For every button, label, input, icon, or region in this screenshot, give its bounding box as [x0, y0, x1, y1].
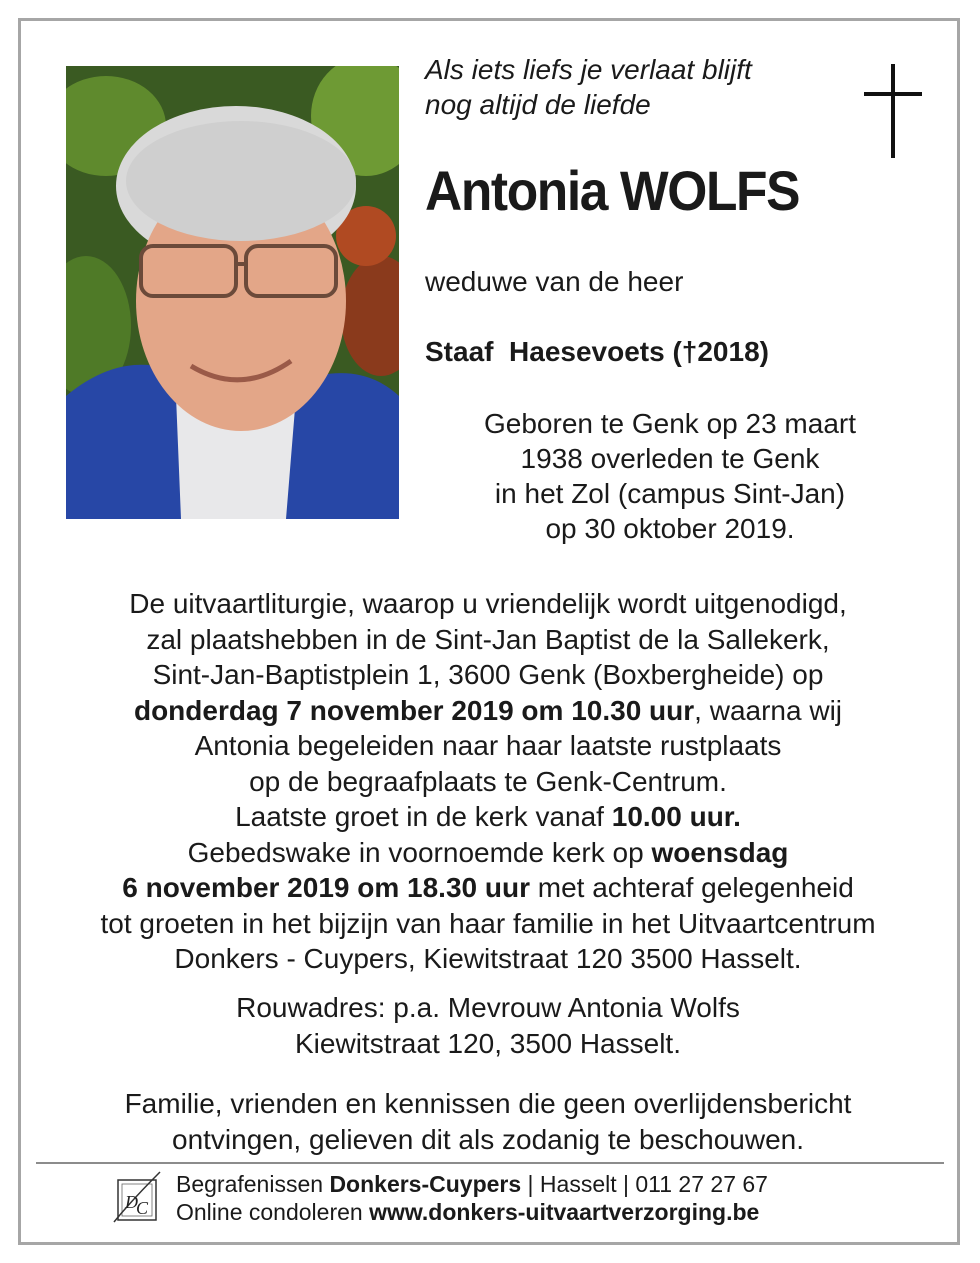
service-line-9-rest: met achteraf gelegenheid	[529, 872, 854, 903]
service-line-5: Antonia begeleiden naar haar laatste rustplaats	[194, 730, 782, 761]
mourning-address	[30, 990, 946, 1061]
birth-line-3: in het Zol (campus Sint-Jan)	[494, 478, 846, 509]
service-line-1: De uitvaartliturgie, waarop u vriendelijk wordt uitgenodigd,	[129, 588, 847, 619]
footer-divider	[36, 1162, 944, 1164]
service-line-3: Sint-Jan-Baptistplein 1, 3600 Genk (Boxbergheide) op	[152, 659, 824, 690]
portrait-photo	[66, 66, 399, 519]
service-line-7	[30, 799, 946, 835]
funeral-date: donderdag 7 november 2019 om 10.30 uur	[133, 694, 695, 726]
svg-text:D: D	[125, 1192, 138, 1212]
family-note	[30, 1086, 946, 1157]
last-greeting-time: 10.00 uur.	[611, 801, 741, 832]
last-greeting-text: Laatste groet in de kerk vanaf	[235, 801, 612, 832]
footer-contact: | Hasselt | 011 27 27 67	[521, 1171, 768, 1197]
family-line-1: Familie, vrienden en kennissen die geen overlijdensbericht	[124, 1088, 852, 1119]
quote-line-1: Als iets liefs je verlaat blijft	[425, 54, 752, 85]
address-line-2: Kiewitstraat 120, 3500 Hasselt.	[295, 1027, 681, 1059]
birth-death-details	[410, 406, 930, 546]
cross-icon	[864, 64, 922, 158]
dc-monogram-logo-icon	[112, 1170, 164, 1226]
funeral-service-details	[30, 586, 946, 977]
footer-line-2	[176, 1198, 768, 1226]
service-line-9	[30, 870, 946, 906]
service-line-10: tot groeten in het bijzijn van haar familie in het Uitvaartcentrum	[100, 907, 876, 939]
service-line-4-rest: , waarna wij	[694, 694, 843, 726]
service-line-8	[30, 835, 946, 871]
online-condolence-label: Online condoleren	[176, 1199, 370, 1225]
address-line-1: Rouwadres: p.a. Mevrouw Antonia Wolfs	[236, 992, 740, 1023]
service-line-11: Donkers - Cuypers, Kiewitstraat 120 3500 Hasselt.	[174, 943, 802, 974]
birth-line-4: op 30 oktober 2019.	[545, 513, 795, 544]
footer-prefix: Begrafenissen	[176, 1171, 330, 1197]
birth-line-2: 1938 overleden te Genk	[520, 443, 820, 474]
service-line-6: op de begraafplaats te Genk-Centrum.	[249, 765, 727, 797]
deceased-name: Antonia WOLFS	[425, 159, 800, 222]
quote-line-2: nog altijd de liefde	[425, 89, 651, 120]
vigil-day: woensdag	[651, 836, 789, 868]
family-line-2: ontvingen, gelieven dit als zodanig te beschouwen.	[172, 1123, 804, 1155]
service-line-4	[30, 693, 946, 729]
memorial-quote	[425, 52, 752, 122]
funeral-home-footer	[176, 1170, 768, 1226]
birth-line-1: Geboren te Genk op 23 maart	[484, 408, 856, 439]
company-name: Donkers-Cuypers	[329, 1171, 522, 1197]
svg-text:C: C	[136, 1198, 149, 1218]
website-link[interactable]: www.donkers-uitvaartverzorging.be	[369, 1199, 760, 1225]
widow-line: weduwe van de heer	[425, 266, 684, 297]
vigil-date: 6 november 2019 om 18.30 uur	[122, 872, 530, 903]
husband-name: Staaf Haesevoets (†2018)	[425, 336, 769, 367]
service-line-2: zal plaatshebben in de Sint-Jan Baptist de la Sallekerk,	[146, 623, 830, 655]
vigil-text: Gebedswake in voornoemde kerk op	[187, 836, 652, 868]
footer-line-1	[176, 1170, 768, 1198]
